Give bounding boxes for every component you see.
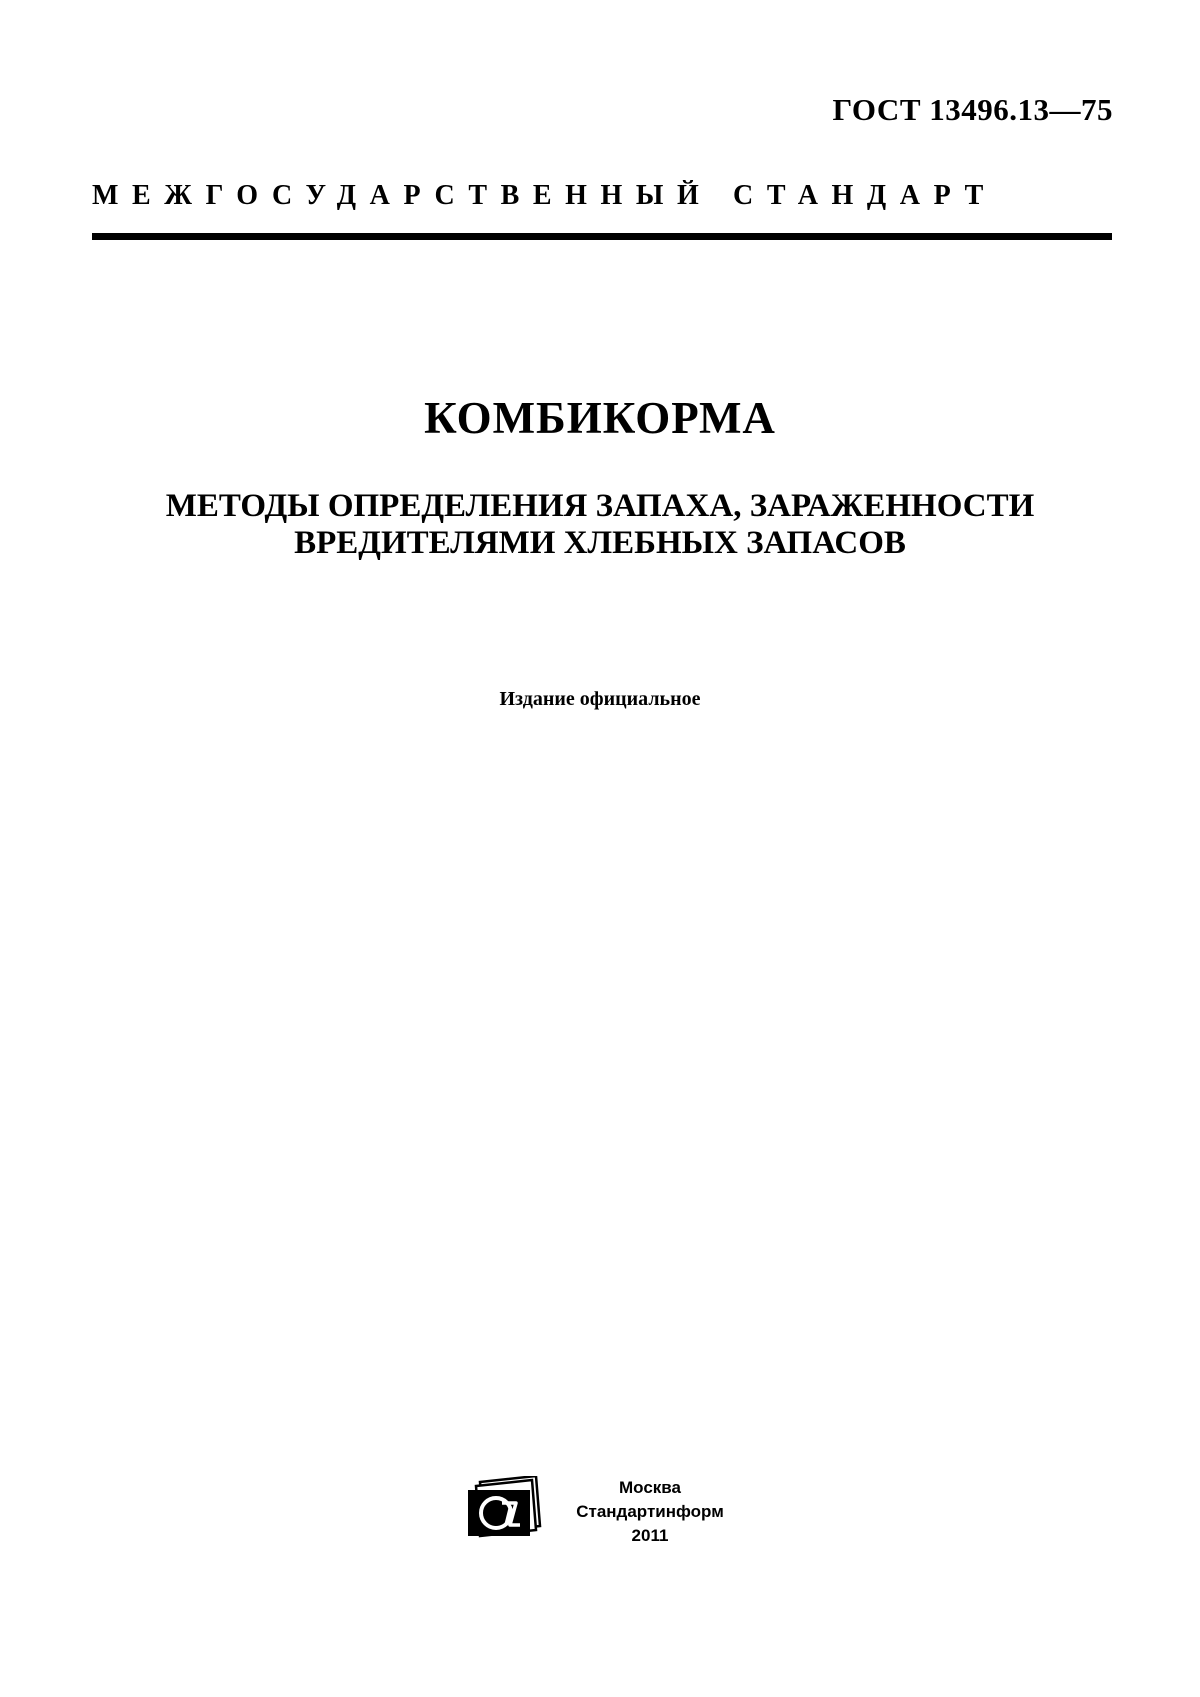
document-subtitle xyxy=(0,488,1200,562)
imprint-block xyxy=(560,1476,740,1548)
subtitle-line-2: ВРЕДИТЕЛЯМИ ХЛЕБНЫХ ЗАПАСОВ xyxy=(294,525,906,561)
subtitle-line-1: МЕТОДЫ ОПРЕДЕЛЕНИЯ ЗАПАХА, ЗАРАЖЕННОСТИ xyxy=(165,488,1035,524)
standard-code: ГОСТ 13496.13—75 xyxy=(832,92,1113,127)
imprint-city: Москва xyxy=(619,1478,681,1497)
standard-type-heading: МЕЖГОСУДАРСТВЕННЫЙ СТАНДАРТ xyxy=(92,180,997,211)
edition-note: Издание официальное xyxy=(499,688,701,710)
header-divider xyxy=(92,233,1112,240)
standartinform-logo-icon xyxy=(466,1476,544,1538)
imprint-publisher: Стандартинформ xyxy=(576,1502,724,1521)
imprint-year: 2011 xyxy=(631,1526,669,1545)
document-title: КОМБИКОРМА xyxy=(424,393,776,443)
